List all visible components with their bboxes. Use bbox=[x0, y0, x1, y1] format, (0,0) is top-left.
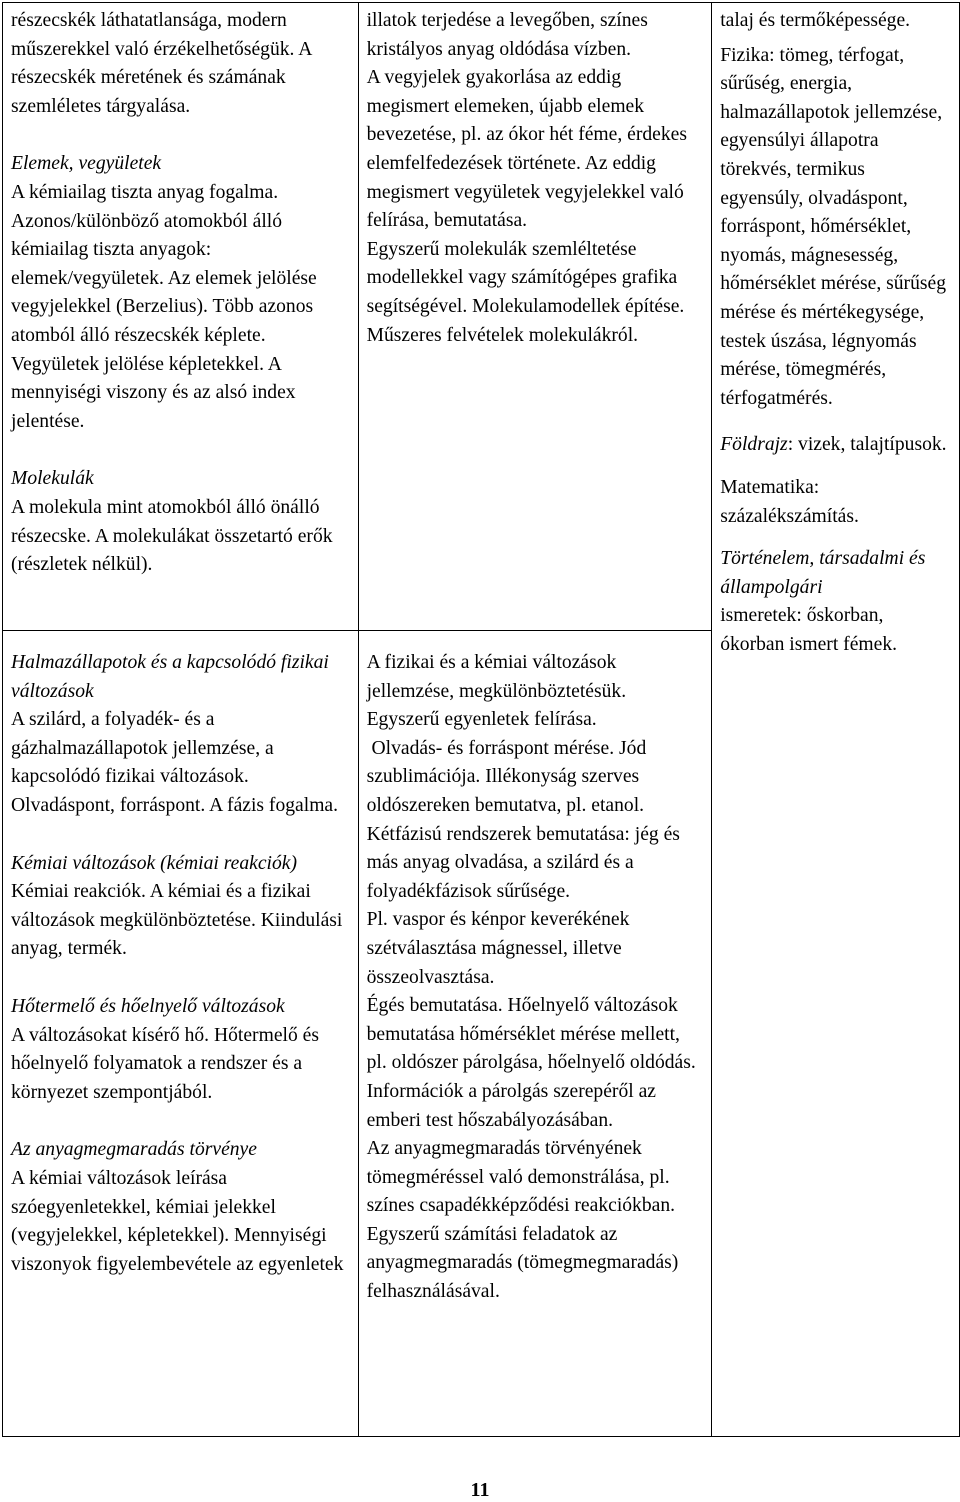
curriculum-table bbox=[2, 2, 960, 1437]
paragraph: Az anyagmegmaradás törvényének tömegméréssel való demonstrálása, pl. színes csapadékképződési reakciókban. Egyszerű számítási feladatok az anyagmegmaradás (tömegmegmaradás) felhasználásával. bbox=[366, 1138, 679, 1303]
topic-heading: Hőtermelő és hőelnyelő változások bbox=[11, 995, 285, 1017]
paragraph: A molekula mint atomokból álló önálló részecske. A molekulákat összetartó erők (részletek nélkül). bbox=[11, 496, 333, 576]
topic-heading: Az anyagmegmaradás törvénye bbox=[11, 1139, 257, 1161]
connection-geography bbox=[720, 431, 951, 460]
topic-heading: Halmazállapotok és a kapcsolódó fizikai változások bbox=[11, 652, 329, 702]
content-cell bbox=[3, 3, 359, 631]
paragraph: Olvadás- és forráspont mérése. Jód szublimációja. Illékonyság szerves oldószereken bemutatva, pl. etanol. Kétfázisú rendszerek bemutatása: jég és más anyag olvadása, a szilárd és a folyadékfázisok sűrűsége. bbox=[366, 737, 685, 902]
subject-name: Történelem, társadalmi és állampolgári bbox=[720, 548, 926, 598]
page-number: 11 bbox=[470, 1479, 490, 1501]
paragraph: A változásokat kísérő hő. Hőtermelő és hőelnyelő folyamatok a rendszer és a környezet szempontjából. bbox=[11, 1024, 319, 1103]
paragraph: illatok terjedése a levegőben, színes kristályos anyag oldódása vízben. bbox=[366, 10, 648, 60]
paragraph: Egyszerű molekulák szemléltetése modellekkel vagy számítógépes grafika segítségével. Molekulamodellek építése. Műszeres felvételek molekulákról. bbox=[366, 238, 685, 346]
connection-math: Matematika: százalékszámítás. bbox=[720, 476, 859, 527]
table-row bbox=[3, 3, 960, 631]
topic-heading: Elemek, vegyületek bbox=[11, 153, 162, 175]
content-cell bbox=[3, 631, 359, 1437]
connections-cell bbox=[712, 3, 960, 1437]
topic-heading: Kémiai változások (kémiai reakciók) bbox=[11, 852, 298, 874]
paragraph: Égés bemutatása. Hőelnyelő változások bemutatása hőmérséklet mérése mellett, pl. oldószer párolgása, hőelnyelő oldódás. Információk a párolgás szerepéről az emberi test hőszabályozásában. bbox=[366, 995, 696, 1131]
connection-history: ismeretek: őskorban, ókorban ismert fémek. bbox=[720, 605, 898, 655]
activities-cell bbox=[358, 3, 712, 631]
connection-text: : vizek, talajtípusok. bbox=[787, 434, 947, 456]
paragraph: A kémiai változások leírása szóegyenletekkel, kémiai jelekkel (vegyjelekkel, képletekkel). Mennyiségi viszonyok figyelembevétele az egyenletek bbox=[11, 1167, 344, 1275]
paragraph: részecskék láthatatlansága, modern műszerekkel való érzékelhetőségük. A részecskék méretének és számának szemléletes tárgyalása. bbox=[11, 10, 312, 117]
paragraph: Pl. vaspor és kénpor keverékének szétválasztása mágnessel, illetve összeolvasztása. bbox=[366, 909, 630, 988]
paragraph: talaj és termőképessége. bbox=[720, 10, 911, 31]
paragraph: A vegyjelek gyakorlása az eddig megismert elemeken, újabb elemek bevezetése, pl. az ókor hét féme, érdekes elemfelfedezések története. Az eddig megismert vegyületek vegyjelekkel való felírása, bemutatása. bbox=[366, 67, 687, 232]
activities-cell bbox=[358, 631, 712, 1437]
connection-physics: Fizika: tömeg, térfogat, sűrűség, energia, halmazállapotok jellemzése, egyensúlyi állapotra törekvés, termikus egyensúly, olvadáspont, forráspont, hőmérséklet, nyomás, mágnesesség, hőmérséklet mérése, sűrűség mérése és mértékegysége, testek úszása, légnyomás mérése, tömegmérés, térfogatmérés. bbox=[720, 44, 946, 409]
topic-heading: Molekulák bbox=[11, 468, 94, 490]
paragraph: A fizikai és a kémiai változások jellemzése, megkülönböztetésük. Egyszerű egyenletek felírása. bbox=[366, 652, 627, 731]
paragraph: A kémiailag tiszta anyag fogalma. Azonos/különböző atomokból álló kémiailag tiszta anyagok: elemek/vegyületek. Az elemek jelölése vegyjelekkel (Berzelius). Több azonos atomból álló részecskék képlete. Vegyületek jelölése képletekkel. A mennyiségi viszony és az alsó index jelentése. bbox=[11, 181, 317, 432]
paragraph: A szilárd, a folyadék- és a gázhalmazállapotok jellemzése, a kapcsolódó fizikai változások. Olvadáspont, forráspont. A fázis fogalma. bbox=[11, 709, 339, 816]
subject-name: Földrajz bbox=[720, 434, 788, 456]
paragraph: Kémiai reakciók. A kémiai és a fizikai változások megkülönböztetése. Kiindulási anyag, termék. bbox=[11, 881, 343, 960]
